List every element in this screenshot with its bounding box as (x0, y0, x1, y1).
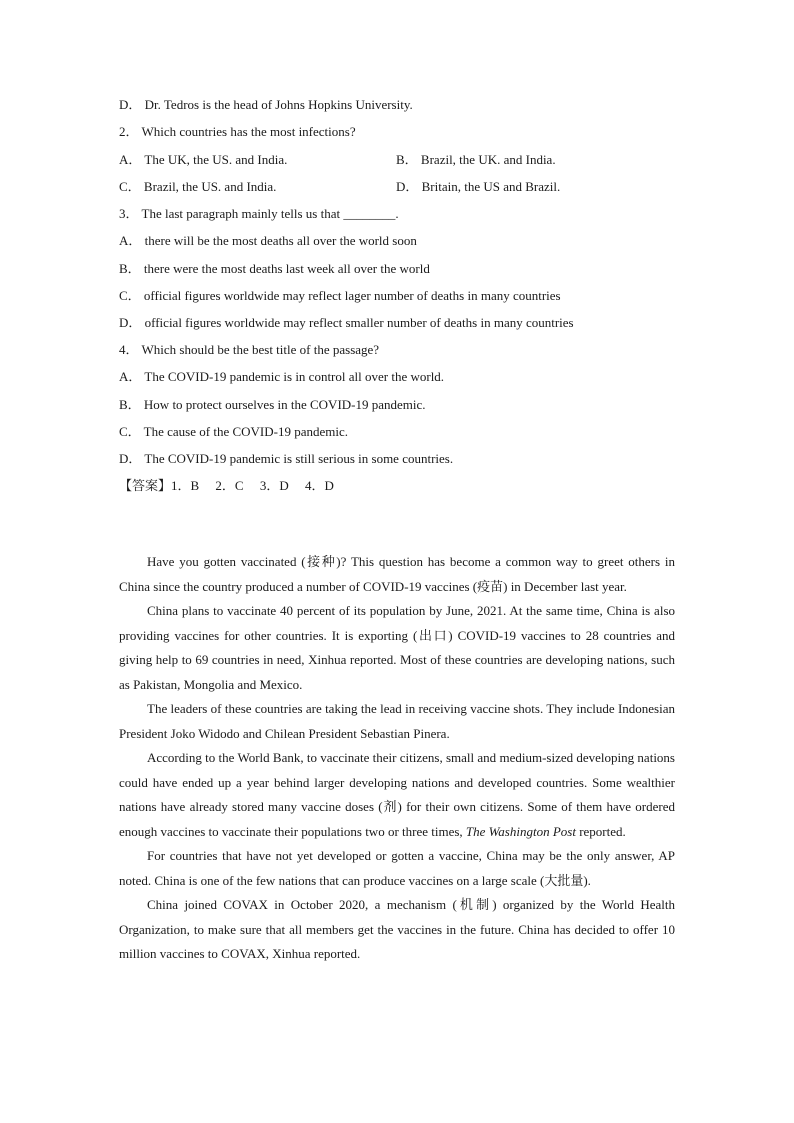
answer-line (119, 478, 334, 495)
answer-text: 1．B 2．C 3．D 4．D (171, 478, 334, 493)
q3-option-a: A． there will be the most deaths all over the world soon (119, 233, 417, 248)
q4-option-c: C． The cause of the COVID-19 pandemic. (119, 424, 349, 439)
passage-p4-end: reported. (575, 823, 626, 839)
q4-stem: 4． Which should be the best title of the passage? (119, 342, 380, 357)
passage-paragraph-6: China joined COVAX in October 2020, a mechanism (机制) organized by the World Health Organization, to make sure that all members get the vaccines in the future. China has decided to offer 10 million vaccines to COVAX, Xinhua reported. (119, 897, 675, 961)
passage-paragraph-3: The leaders of these countries are taking the lead in receiving vaccine shots. They include Indonesian President Joko Widodo and Chilean President Sebastian Pinera. (119, 701, 675, 741)
q3-option-c: C． official figures worldwide may reflect lager number of deaths in many countries (119, 288, 561, 303)
q4-option-d: D． The COVID-19 pandemic is still serious in some countries. (119, 451, 454, 466)
q2-option-a: A． The UK, the US. and India. (119, 152, 288, 167)
answer-tag: 【答案】 (119, 479, 172, 494)
q3-stem: 3． The last paragraph mainly tells us that ________. (119, 206, 399, 221)
q2-option-d: D． Britain, the US and Brazil. (396, 179, 561, 194)
passage-p4-text: According to the World Bank, to vaccinate their citizens, small and medium-sized developing nations could have ended up a year behind larger developing nations and developed countries. Some wealthier nations have already stored many vaccine doses (剂) for their own citizens. Some of them have ordered enough vaccines to vaccinate their populations two or three times, (119, 750, 675, 839)
q4-option-a: A． The COVID-19 pandemic is in control all over the world. (119, 369, 445, 384)
q1-option-d: D． Dr. Tedros is the head of Johns Hopkins University. (119, 97, 413, 112)
passage-paragraph-1: Have you gotten vaccinated (接种)? This question has become a common way to greet others in China since the country produced a number of COVID-19 vaccines (疫苗) in December last year. (119, 554, 675, 594)
passage-paragraph-2: China plans to vaccinate 40 percent of its population by June, 2021. At the same time, China is also providing vaccines for other countries. It is exporting (出口) COVID-19 vaccines to 28 countries and giving help to 69 countries in need, Xinhua reported. Most of these countries are developing nations, such as Pakistan, Mongolia and Mexico. (119, 603, 675, 692)
q2-stem: 2． Which countries has the most infections? (119, 124, 356, 139)
q3-option-b: B． there were the most deaths last week all over the world (119, 261, 430, 276)
passage-paragraph-5: For countries that have not yet developed or gotten a vaccine, China may be the only answer, AP noted. China is one of the few nations that can produce vaccines on a large scale (大批量). (119, 848, 675, 888)
passage-paragraph-4 (119, 746, 675, 844)
q2-option-b: B． Brazil, the UK. and India. (396, 152, 556, 167)
q2-option-c: C． Brazil, the US. and India. (119, 179, 277, 194)
q4-option-b: B． How to protect ourselves in the COVID-19 pandemic. (119, 397, 426, 412)
passage (119, 550, 675, 967)
q3-option-d: D． official figures worldwide may reflect smaller number of deaths in many countries (119, 315, 574, 330)
publication-title: The Washington Post (465, 823, 576, 839)
